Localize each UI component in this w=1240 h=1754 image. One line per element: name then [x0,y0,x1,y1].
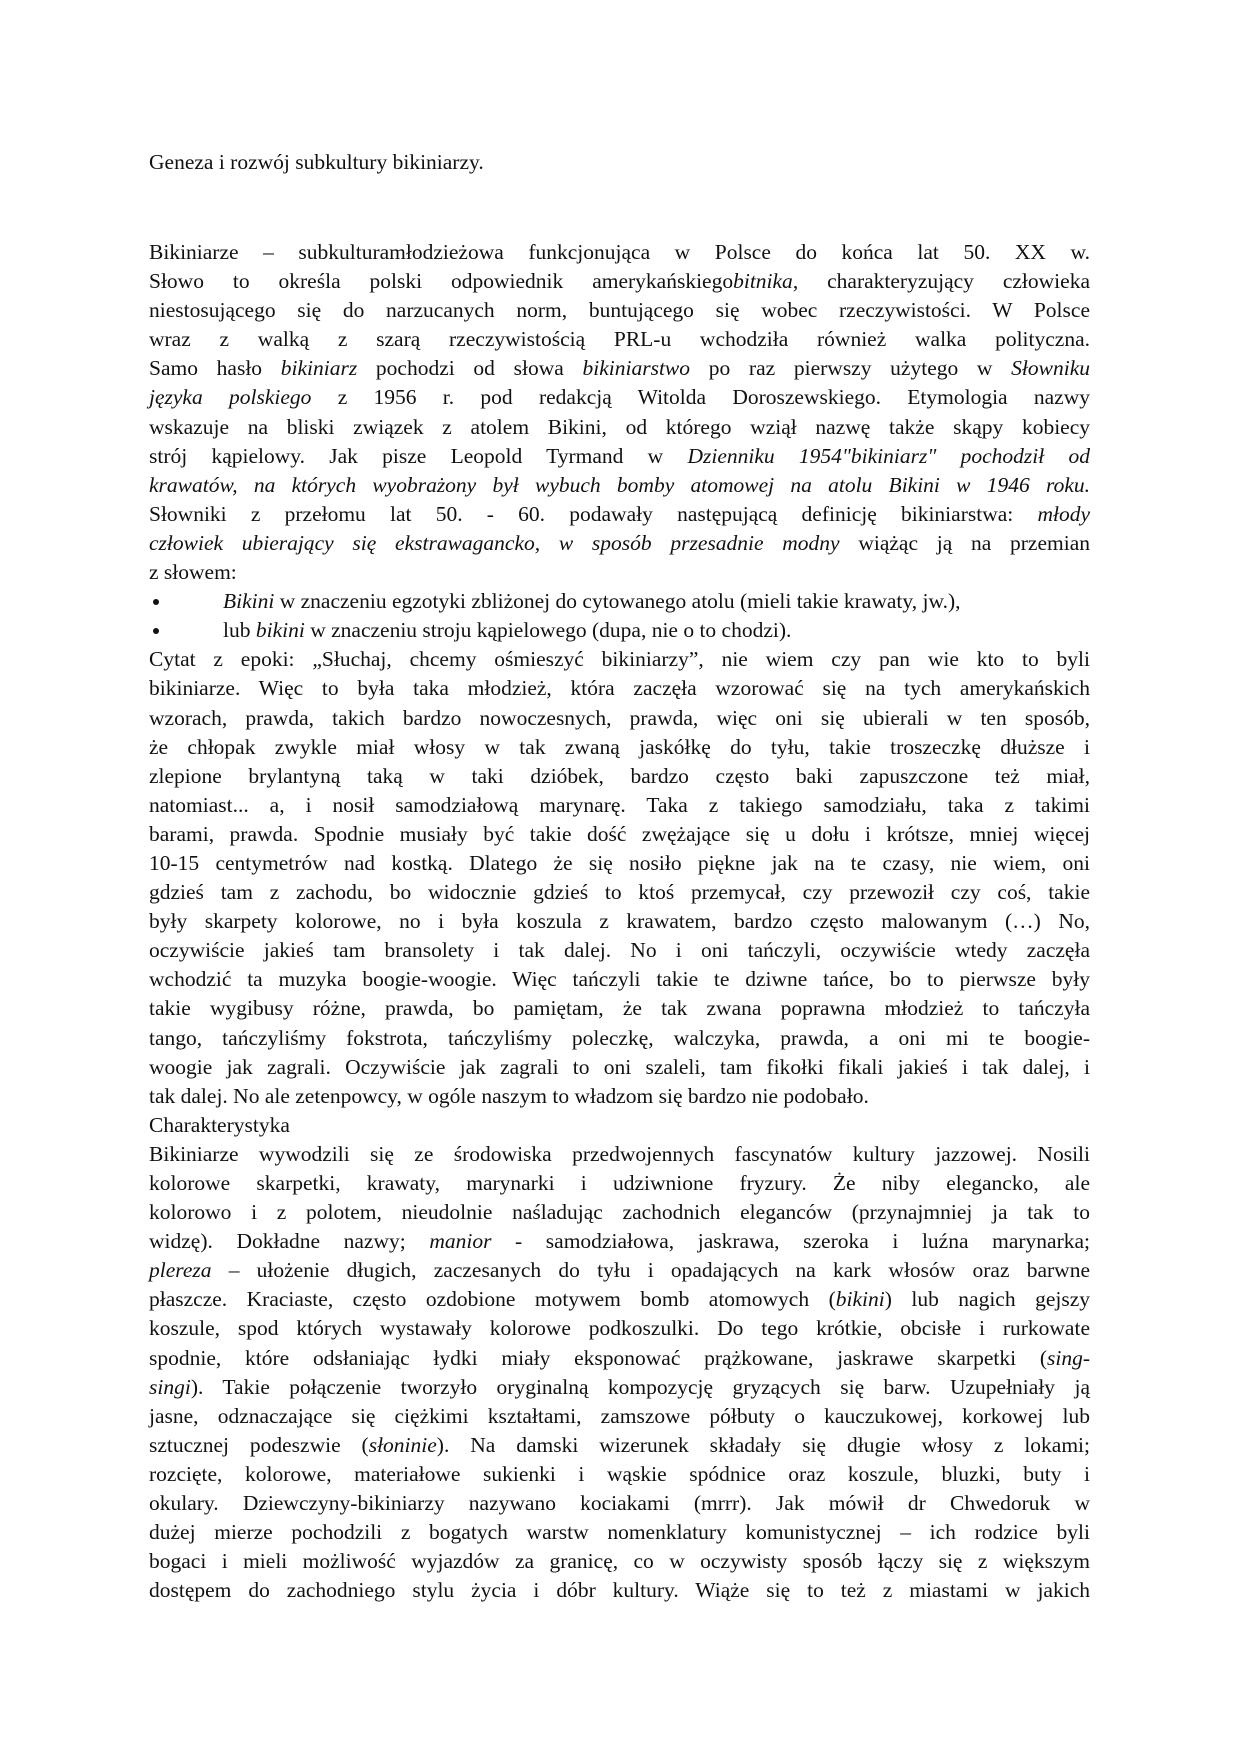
text-line [149,907,1090,936]
text-span: sztucznej podeszwie ( [149,1432,369,1457]
italic-text: bikiniarstwo [582,356,691,381]
text-line [149,529,1090,558]
text-span: że chłopak zwykle miał włosy w tak zwaną jaskółkę do tyłu, takie troszeczkę dłuższe i [149,734,1090,759]
italic-text: Dzienniku 1954"bikiniarz" pochodził od [687,443,1090,468]
text-span: widzę). Dokładne nazwy; [149,1229,430,1254]
text-span: oczywiście jakieś tam bransolety i tak dalej. No i oni tańczyli, oczywiście wtedy zaczęła [149,938,1090,963]
text-line [149,238,1090,267]
text-line [149,1082,1090,1111]
text-line [149,500,1090,529]
text-span: kolorowo i z polotem, nieudolnie naśladując zachodnich eleganców (przynajmniej ja tak to [149,1200,1090,1225]
text-span: Bikiniarze – subkulturamłodzieżowa funkcjonująca w Polsce do końca lat 50. XX w. [149,240,1090,264]
italic-text: plereza [149,1258,212,1283]
text-line [149,471,1090,500]
text-span: Słowo to określa polski odpowiednik amerykańskiego [149,269,734,294]
text-line [149,820,1090,849]
text-span: z 1956 r. pod redakcją Witolda Doroszewskiego. Etymologia nazwy [311,385,1090,410]
italic-text: człowiek ubierający się ekstrawagancko, w sposób przesadnie modny [149,530,840,555]
text-span: bogaci i mieli możliwość wyjazdów za granicę, co w oczywisty sposób łączy się z większym [149,1549,1090,1574]
bullet-icon [153,599,159,605]
text-line [149,878,1090,907]
text-span: z słowem: [149,560,237,585]
text-line [149,1373,1090,1402]
text-span: 10-15 centymetrów nad kostką. Dlatego że się nosiło piękne jak na te czasy, nie wiem, oni [149,850,1090,875]
text-span: Samo hasło [149,356,281,381]
text-span: rozcięte, kolorowe, materiałowe sukienki i wąskie spódnice oraz koszule, bluzki, buty i [149,1461,1090,1486]
italic-text: Słowniku [1011,356,1091,381]
text-line [149,325,1090,354]
text-span: barami, prawda. Spodnie musiały być takie dość zwężające się u dołu i krótsze, mniej więcej [149,821,1090,846]
text-line [149,1285,1090,1314]
text-line [149,994,1090,1023]
text-span: dostępem do zachodniego stylu życia i dóbr kultury. Wiąże się to też z miastami w jakich [149,1578,1090,1603]
italic-text: bikiniarz [280,356,358,381]
italic-text: sing- [1047,1345,1090,1370]
text-span: wskazuje na bliski związek z atolem Bikini, od którego wziął nazwę także skąpy kobiecy [149,414,1090,439]
text-line [149,1402,1090,1431]
italic-text: bikini [255,618,305,643]
text-line [149,442,1090,471]
text-span: po raz pierwszy użytego w [690,356,1012,381]
text-span: spodnie, które odsłaniając łydki miały eksponować prążkowane, jaskrawe skarpetki ( [149,1345,1047,1370]
italic-text: manior [429,1229,492,1254]
text-line [149,733,1090,762]
italic-text: słoninie [368,1432,437,1457]
italic-text: singi [149,1374,191,1399]
text-line [149,849,1090,878]
text-span: natomiast... a, i nosił samodziałową marynarę. Taka z takiego samodziału, taka z takimi [149,792,1090,817]
text-span: zlepione brylantyną taką w taki dzióbek, bardzo często baki zapuszczone też miał, [149,763,1090,788]
text-span: Cytat z epoki: „Słuchaj, chcemy ośmieszyć bikiniarzy”, nie wiem czy pan wie kto to byli [149,647,1090,672]
text-span: tak dalej. No ale zetenpowcy, w ogóle naszym to władzom się bardzo nie podobało. [149,1083,869,1108]
text-line [149,1111,1090,1140]
text-span: , charakteryzujący człowieka [792,269,1090,294]
text-span: takie wygibusy różne, prawda, bo pamiętam, że tak zwana poprawna młodzież to tańczyła [149,996,1090,1021]
text-span: Słowniki z przełomu lat 50. - 60. podawały następującą definicję bikiniarstwa: [149,501,1038,526]
bullet-list-item [149,616,1090,645]
text-line [149,558,1090,587]
text-line [149,762,1090,791]
text-line [149,1431,1090,1460]
text-line [149,791,1090,820]
text-line [149,1344,1090,1373]
text-span: niestosującego się do narzucanych norm, buntującego się wobec rzeczywistości. W Polsce [149,298,1090,323]
text-line [149,1314,1090,1343]
text-span: Charakterystyka [149,1112,290,1137]
italic-text: krawatów, na których wyobrażony był wybuch bomby atomowej na atolu Bikini w 1946 roku. [149,472,1090,497]
text-line [149,704,1090,733]
italic-text: Bikini [223,589,275,614]
text-span: w znaczeniu egzotyki zbliżonej do cytowanego atolu (mieli takie krawaty, jw.), [274,589,961,614]
text-span: wzorach, prawda, takich bardzo nowoczesnych, prawda, więc oni się ubierali w ten sposób, [149,705,1090,730]
text-span: wiążąc ją na przemian [839,530,1090,555]
text-line [149,1169,1090,1198]
text-line [149,354,1090,383]
text-line [149,1576,1090,1605]
text-span: – ułożenie długich, zaczesanych do tyłu i opadających na kark włosów oraz barwne [211,1258,1090,1283]
text-span: w znaczeniu stroju kąpielowego (dupa, nie o to chodzi). [304,618,792,643]
text-span: wraz z walką z szarą rzeczywistością PRL-u wchodziła również walka polityczna. [149,327,1090,352]
text-line [149,1256,1090,1285]
text-line [149,936,1090,965]
text-span: wchodzić ta muzyka boogie-woogie. Więc tańczyli takie te dziwne tańce, bo to pierwsze były [149,967,1090,992]
text-line [149,965,1090,994]
text-line [149,1489,1090,1518]
text-line [149,1024,1090,1053]
text-line [149,1460,1090,1489]
document-body [149,238,1090,1605]
text-line [149,674,1090,703]
italic-text: bitnika [733,269,793,294]
text-line [149,296,1090,325]
text-span: okulary. Dziewczyny-bikiniarzy nazywano kociakami (mrrr). Jak mówił dr Chwedoruk w [149,1491,1090,1516]
italic-text: młody [1037,501,1090,526]
text-span: ) lub nagich gejszy [884,1287,1091,1312]
text-span: ). Takie połączenie tworzyło oryginalną kompozycję gryzących się barw. Uzupełniały ją [190,1374,1090,1399]
document-title: Geneza i rozwój subkultury bikiniarzy. [149,150,484,174]
text-line [149,1227,1090,1256]
text-line [149,413,1090,442]
text-span: bikiniarze. Więc to była taka młodzież, która zaczęła wzorować się na tych amerykańskich [149,676,1090,701]
text-line [149,1547,1090,1576]
text-span: kolorowe skarpetki, krawaty, marynarki i udziwnione fryzury. Że niby elegancko, ale [149,1171,1090,1195]
italic-text: bikini [835,1287,885,1312]
bullet-list-item [149,587,1090,616]
text-span: strój kąpielowy. Jak pisze Leopold Tyrmand w [149,443,688,468]
text-line [149,383,1090,412]
text-span: gdzieś tam z zachodu, bo widocznie gdzieś to ktoś przemycał, czy przewoził czy coś, takie [149,880,1090,905]
text-span: dużej mierze pochodzili z bogatych warstw nomenklatury komunistycznej – ich rodzice byli [149,1520,1090,1545]
text-span: Bikiniarze wywodzili się ze środowiska przedwojennych fascynatów kultury jazzowej. Nosili [149,1141,1090,1166]
text-span: lub [223,618,256,643]
text-span: - samodziałowa, jaskrawa, szeroka i luźna marynarka; [491,1229,1090,1254]
text-line [149,645,1090,674]
text-span: płaszcze. Kraciaste, często ozdobione motywem bomb atomowych ( [149,1287,836,1312]
text-line [149,1198,1090,1227]
text-line [149,267,1090,296]
text-span: jasne, odznaczające się ciężkimi kształtami, zamszowe półbuty o kauczukowej, korkowej lub [149,1403,1090,1428]
text-line [149,1140,1090,1169]
text-span: tango, tańczyliśmy fokstrota, tańczyliśmy poleczkę, walczyka, prawda, a oni mi te boogie- [149,1025,1090,1050]
text-span: ). Na damski wizerunek składały się długie włosy z lokami; [436,1432,1091,1457]
text-span: woogie jak zagrali. Oczywiście jak zagrali to oni szaleli, tam fikołki fikali jakieś i tak dalej, i [149,1054,1090,1079]
text-line [149,1053,1090,1082]
bullet-icon [153,628,159,634]
text-span: były skarpety kolorowe, no i była koszula z krawatem, bardzo często malowanym (…) No, [149,909,1090,934]
italic-text: języka polskiego [149,385,312,410]
text-span: koszule, spod których wystawały kolorowe podkoszulki. Do tego krótkie, obcisłe i rurkowate [149,1316,1090,1341]
text-line [149,1518,1090,1547]
text-span: pochodzi od słowa [357,356,583,381]
